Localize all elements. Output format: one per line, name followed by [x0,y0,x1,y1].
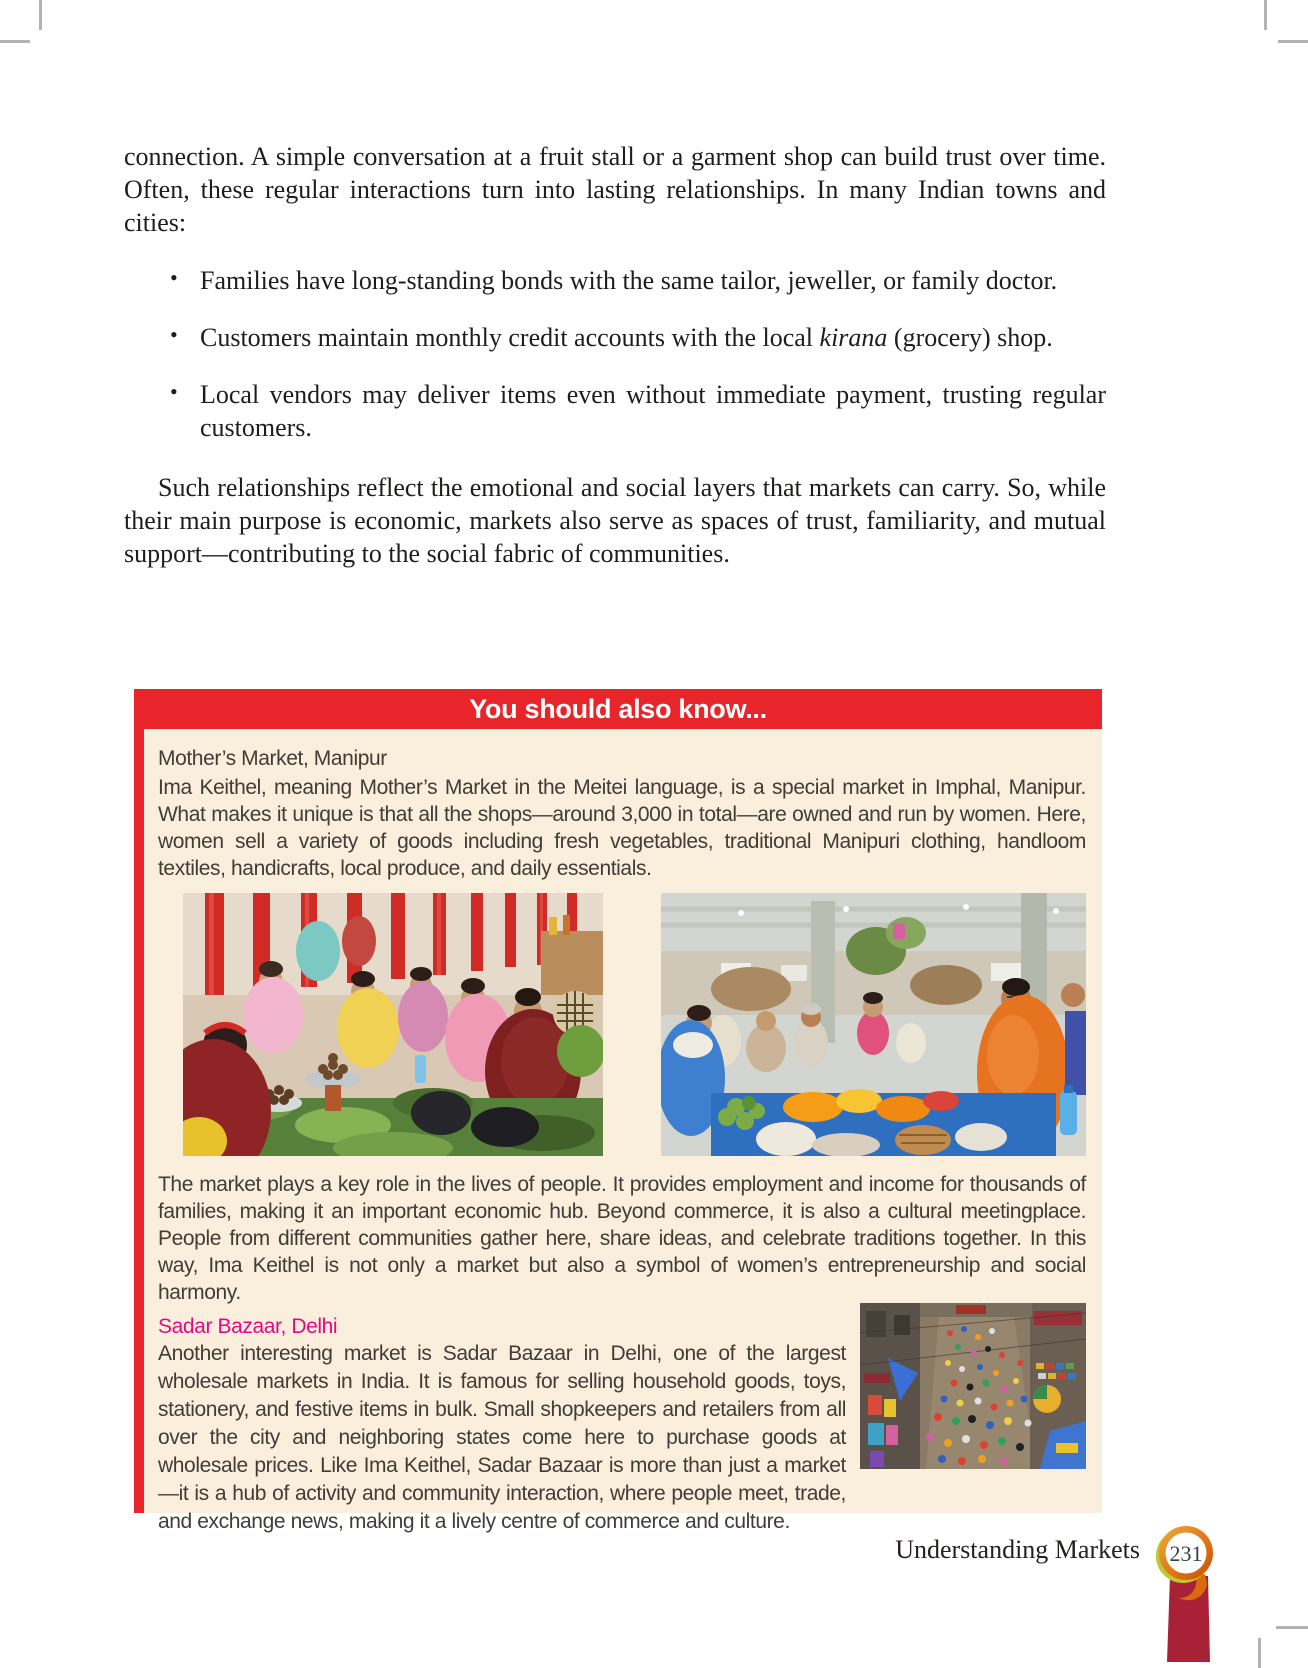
conclusion-paragraph: Such relationships reflect the emotional and social layers that markets can carry. So, while their main purpose is economic, markets also serve as spaces of trust, familiarity, and mutual support—contributing to the social fabric of communities. [124,473,1106,568]
bullet-text: Families have long-standing bonds with the same tailor, jeweller, or family doctor. [200,266,1058,295]
list-item [124,264,1106,297]
ima-keithel-flower-stalls-photo [661,893,1086,1156]
sadar-bazaar-aerial-street-photo [860,1303,1086,1469]
crop-mark [0,40,30,43]
page-number: 231 [1169,1541,1203,1566]
intro-paragraph: connection. A simple conversation at a fruit stall or a garment shop can build trust over time. Often, these regular interactions turn into lasting relationships. In many Indian towns and cities: [124,142,1106,237]
page-number-badge [1152,1518,1224,1668]
bullet-text: Customers maintain monthly credit accounts with the local [200,323,820,352]
bullet-list [124,264,1106,444]
photo-row [183,893,1086,1156]
bullet-text: (grocery) shop. [887,323,1053,352]
left-buildings [860,1303,920,1469]
crop-mark [1264,0,1267,30]
manipur-heading: Mother’s Market, Manipur [158,747,387,770]
crop-mark [1278,40,1308,43]
footer-chapter-title: Understanding Markets [895,1535,1140,1564]
right-stalls [1030,1303,1086,1469]
crop-mark [39,0,42,30]
crop-mark [1258,1638,1261,1668]
list-item [124,321,1106,354]
crop-mark [1276,1626,1308,1629]
manipur-paragraph-1: Ima Keithel, meaning Mother’s Market in the Meitei language, is a special market in Imphal, Manipur. What makes it unique is that all the shops—around 3,000 in total—are owned and run by women. Here, women sell a variety of goods including fresh vegetables, traditional Manipuri clothing, handloom textiles, handicrafts, local produce, and daily essentials. [158,776,1086,880]
bullet-text: Local vendors may deliver items even without immediate payment, trusting regular customers. [200,380,1106,442]
ima-keithel-vegetable-sellers-photo [183,893,603,1156]
flower-stall-foreground [711,1089,1056,1156]
you-should-also-know-box [134,689,1102,1533]
sadar-paragraph: Another interesting market is Sadar Bazaar in Delhi, one of the largest wholesale markets in India. It is famous for selling household goods, toys, stationery, and festive items in bulk. Small shopkeepers and retailers from all over the city and neighboring states come here to purchase goods at wholesale prices. Like Ima Keithel, Sadar Bazaar is more than just a market—it is a hub of activity and community interaction, where people meet, trade, and exchange news, making it a lively centre of commerce and culture. [158,1342,846,1533]
know-box-banner: You should also know... [134,689,1102,729]
main-text-column [124,140,1106,570]
bullet-dot-icon: • [170,322,178,347]
kirana-italic: kirana [819,323,888,352]
bullet-dot-icon: • [170,379,178,404]
list-item [124,378,1106,444]
manipur-paragraph-2: The market plays a key role in the lives of people. It provides employment and income for thousands of families, making it an important economic hub. Beyond commerce, it is also a cultural meetingplace. People from different communities gather here, share ideas, and celebrate traditions together. In this way, Ima Keithel is not only a market but also a symbol of women’s entrepreneurship and social harmony. [158,1173,1086,1304]
bullet-dot-icon: • [170,265,178,290]
sadar-heading: Sadar Bazaar, Delhi [158,1315,338,1338]
